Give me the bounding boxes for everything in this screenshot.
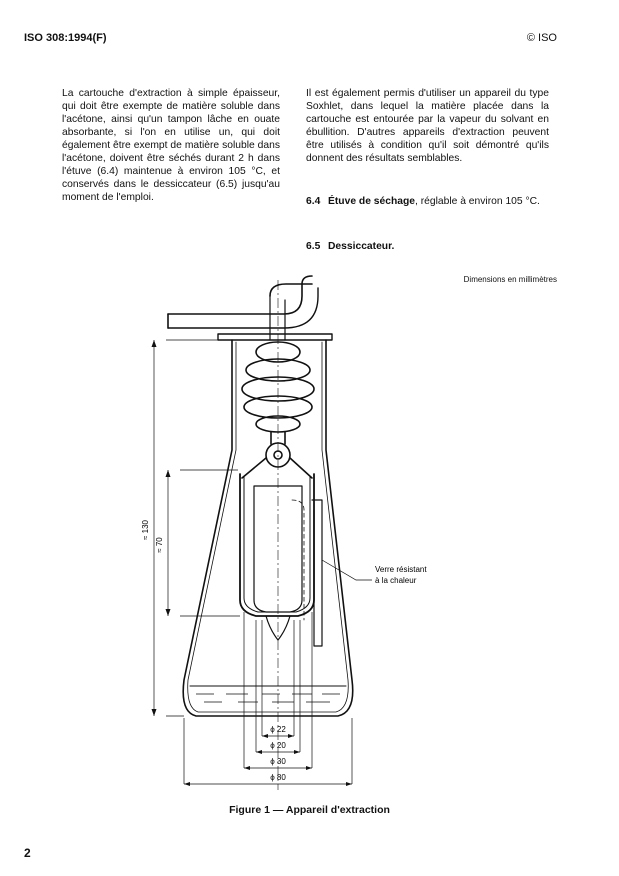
figure-caption: Figure 1 — Appareil d'extraction bbox=[229, 804, 390, 816]
dim-diameter-80: ϕ 80 bbox=[270, 773, 286, 782]
dim-diameter-22: ϕ 22 bbox=[270, 725, 286, 734]
dimensions-note: Dimensions en millimètres bbox=[463, 275, 557, 284]
right-column-paragraph: Il est également permis d'utiliser un appareil du type Soxhlet, dans lequel la matière placée dans la cartouche est entourée par la vapeur du solvant en ébullition. D'autres appareils d'extraction peuvent être utilisés à condition qu'il soit démontré qu'ils donnent des résultats semblables. bbox=[306, 88, 549, 164]
section-6-4-title: Étuve de séchage bbox=[328, 196, 415, 207]
page-number: 2 bbox=[24, 846, 31, 860]
dim-diameter-20: ϕ 20 bbox=[270, 741, 286, 750]
section-6-5-title: Dessiccateur. bbox=[328, 241, 395, 252]
section-6-4-number: 6.4 bbox=[306, 196, 321, 207]
dim-height-inner: ≈ 70 bbox=[155, 537, 164, 553]
section-6-5-number: 6.5 bbox=[306, 241, 321, 252]
left-column-paragraph: La cartouche d'extraction à simple épaisseur, qui doit être exempte de matière soluble dans l'acétone, ainsi qu'un tampon lâche en ouate absorbante, si l'on en utilise un, qui doit également être exempt de matière soluble dans l'acétone, doivent être séchés durant 2 h dans l'étuve (6.4) maintenue à environ 105 °C, et conservés dans le dessiccateur (6.5) jusqu'au moment de l'emploi. bbox=[62, 88, 280, 203]
section-6-4-text: , réglable à environ 105 °C. bbox=[415, 196, 540, 207]
glass-label-line1: Verre résistant bbox=[375, 565, 427, 574]
dim-height-total: ≈ 130 bbox=[141, 520, 150, 540]
standard-header: ISO 308:1994(F) bbox=[24, 32, 107, 44]
dim-diameter-30: ϕ 30 bbox=[270, 757, 286, 766]
glass-label-line2: à la chaleur bbox=[375, 576, 417, 585]
copyright-header: © ISO bbox=[526, 32, 557, 44]
